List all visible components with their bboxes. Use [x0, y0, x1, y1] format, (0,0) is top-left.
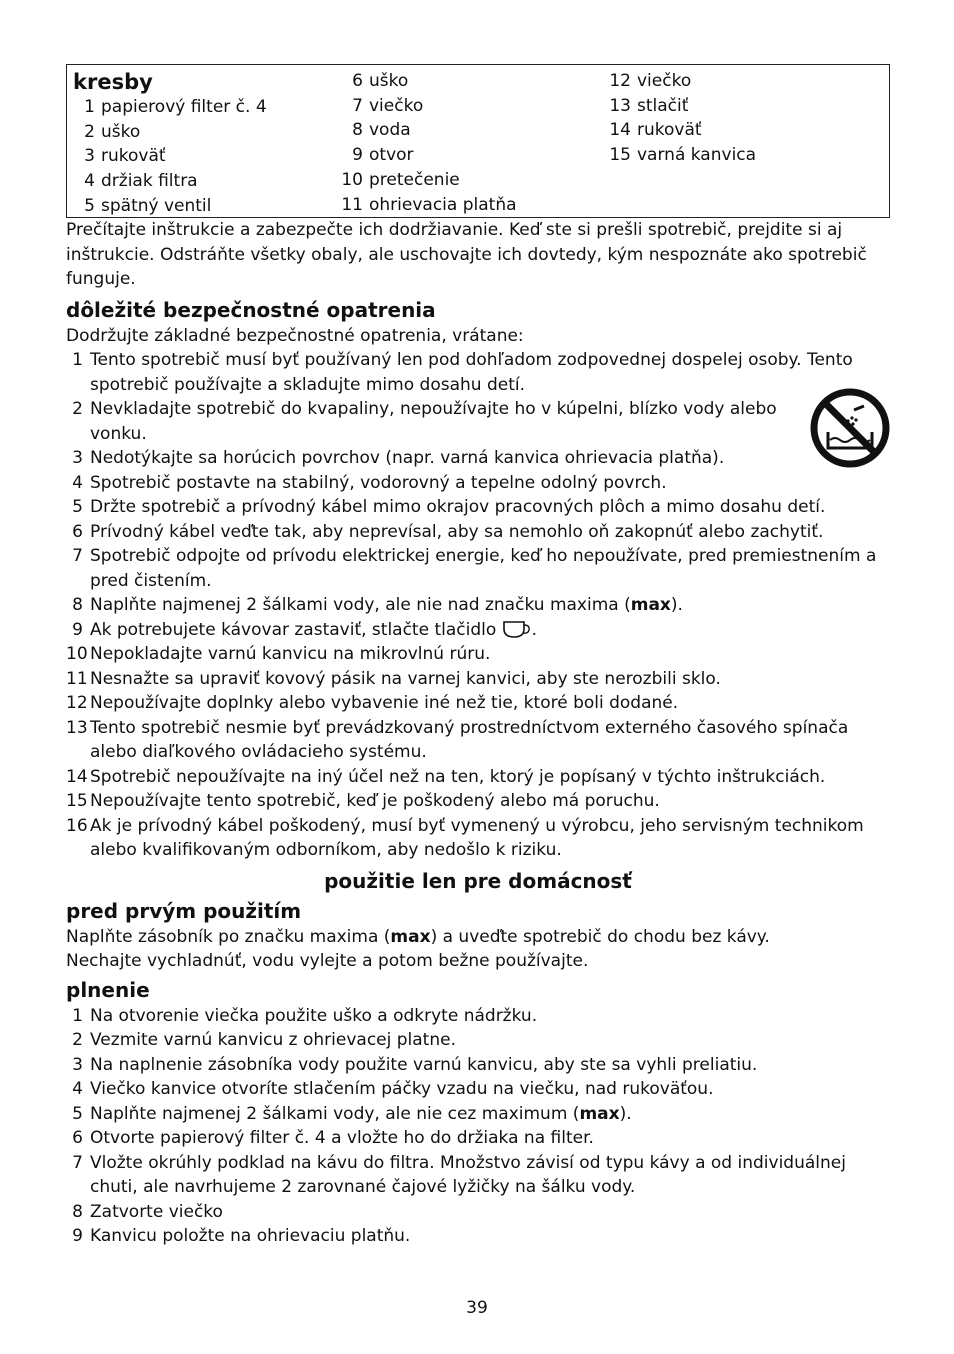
list-item: 2 Nevkladajte spotrebič do kvapaliny, nepoužívajte ho v kúpelni, blízko vody alebo vonku. — [72, 399, 777, 444]
cup-icon — [502, 619, 532, 639]
part-item: 8 voda — [352, 120, 411, 141]
part-item: 2 uško — [84, 121, 141, 142]
list-item: 14 Spotrebič nepoužívajte na iný účel než na ten, ktorý je popísaný v týchto inštrukciách. — [66, 766, 826, 787]
part-item: 4 držiak filtra — [84, 171, 198, 192]
list-item: 4 Viečko kanvice otvoríte stlačením páčky vzadu na viečku, nad rukoväťou. — [72, 1079, 714, 1099]
list-item: 7 Vložte okrúhly podklad na kávu do filtra. Množstvo závisí od typu kávy a od individuálnej chuti, ale navrhujeme 2 zarovnané čajové lyžičky na šálku vody. — [72, 1152, 846, 1197]
manual-page — [66, 64, 890, 1249]
domestic-use-heading: použitie len pre domácnosť — [324, 868, 632, 893]
first-use-line-2: Nechajte vychladnúť, vodu vylejte a potom bežne používajte. — [66, 951, 589, 971]
part-item: 7 viečko — [352, 95, 424, 116]
safety-list — [66, 348, 890, 863]
list-item: 13 Tento spotrebič nesmie byť prevádzkovaný prostredníctvom externého časového spínača alebo diaľkového ovládacieho systému. — [66, 717, 849, 762]
list-item: 12 Nepoužívajte doplnky alebo vybavenie iné než tie, ktoré boli dodané. — [66, 693, 679, 713]
list-item: 2 Vezmite varnú kanvicu z ohrievacej platne. — [72, 1030, 456, 1050]
list-item: 8 Zatvorte viečko — [72, 1201, 223, 1222]
parts-column-2 — [341, 69, 517, 217]
part-item: 10 pretečenie — [341, 169, 460, 190]
safety-heading: dôležité bezpečnostné opatrenia — [66, 297, 436, 322]
parts-column-1 — [73, 69, 267, 219]
list-item: 10 Nepokladajte varnú kanvicu na mikrovlnú rúru. — [66, 644, 491, 664]
list-item: 1 Tento spotrebič musí byť používaný len pod dohľadom zodpovednej dospelej osoby. Tento spotrebič používajte a skladujte mimo dosahu detí. — [72, 350, 853, 395]
list-item: 3 Na naplnenie zásobníka vody použite varnú kanvicu, aby ste sa vyhli preliatiu. — [72, 1054, 758, 1075]
list-item: 3 Nedotýkajte sa horúcich povrchov (napr. varná kanvica ohrievacia platňa). — [72, 448, 725, 468]
list-item: 9 Ak potrebujete kávovar zastaviť, stlačte tlačidlo . — [72, 619, 538, 640]
first-use-line-1: Naplňte zásobník po značku maxima (max) a uveďte spotrebič do chodu bez kávy. — [66, 926, 770, 947]
parts-legend-box — [66, 64, 890, 218]
list-item: 16 Ak je prívodný kábel poškodený, musí byť vymenený u výrobcu, jeho servisným technikom alebo kvalifikovaným odborníkom, aby nedošlo k riziku. — [66, 815, 864, 860]
part-item: 9 otvor — [352, 145, 414, 166]
part-item: 3 rukoväť — [84, 146, 166, 167]
list-item: 1 Na otvorenie viečka použite uško a odkryte nádržku. — [72, 1005, 538, 1026]
parts-title: kresby — [73, 70, 153, 94]
filling-list — [66, 1004, 890, 1249]
list-item: 7 Spotrebič odpojte od prívodu elektrickej energie, keď ho nepoužívate, pred premiestnením a pred čistením. — [72, 546, 877, 591]
list-item: 11 Nesnažte sa upraviť kovový pásik na varnej kanvici, aby ste nerozbili sklo. — [66, 668, 721, 689]
filling-heading: plnenie — [66, 977, 150, 1002]
list-item: 9 Kanvicu položte na ohrievaciu platňu. — [72, 1226, 411, 1246]
part-item: 1 papierový filter č. 4 — [84, 97, 267, 117]
part-item: 6 uško — [352, 71, 409, 91]
part-item: 11 ohrievacia platňa — [341, 194, 517, 215]
intro-paragraph: Prečítajte inštrukcie a zabezpečte ich dodržiavanie. Keď ste si prešli spotrebič, prejdite si aj inštrukcie. Odstráňte všetky obaly, ale uschovajte ich dovtedy, kým nespoznáte ako spotrebič funguje. — [66, 220, 867, 289]
first-use-heading: pred prvým použitím — [66, 898, 302, 923]
list-item: 5 Držte spotrebič a prívodný kábel mimo okrajov pracovných plôch a mimo dosahu detí. — [72, 497, 826, 517]
part-item: 5 spätný ventil — [84, 195, 212, 216]
parts-column-3 — [609, 69, 756, 168]
list-item: 8 Naplňte najmenej 2 šálkami vody, ale nie nad značku maxima (max). — [72, 595, 683, 615]
part-item: 15 varná kanvica — [609, 145, 757, 166]
list-item: 5 Naplňte najmenej 2 šálkami vody, ale nie cez maximum (max). — [72, 1103, 632, 1124]
part-item: 12 viečko — [609, 71, 692, 91]
list-item: 4 Spotrebič postavte na stabilný, vodorovný a tepelne odolný povrch. — [72, 472, 667, 493]
list-item: 6 Prívodný kábel veďte tak, aby neprevísal, aby sa nemohlo oň zakopnúť alebo zachytiť. — [72, 521, 824, 542]
list-item: 15 Nepoužívajte tento spotrebič, keď je poškodený alebo má poruchu. — [66, 791, 660, 811]
safety-lead: Dodržujte základné bezpečnostné opatrenia, vrátane: — [66, 325, 524, 346]
part-item: 14 rukoväť — [609, 120, 702, 141]
part-item: 13 stlačiť — [609, 95, 689, 116]
page-number: 39 — [466, 1298, 488, 1318]
list-item: 6 Otvorte papierový filter č. 4 a vložte ho do držiaka na filter. — [72, 1128, 594, 1148]
